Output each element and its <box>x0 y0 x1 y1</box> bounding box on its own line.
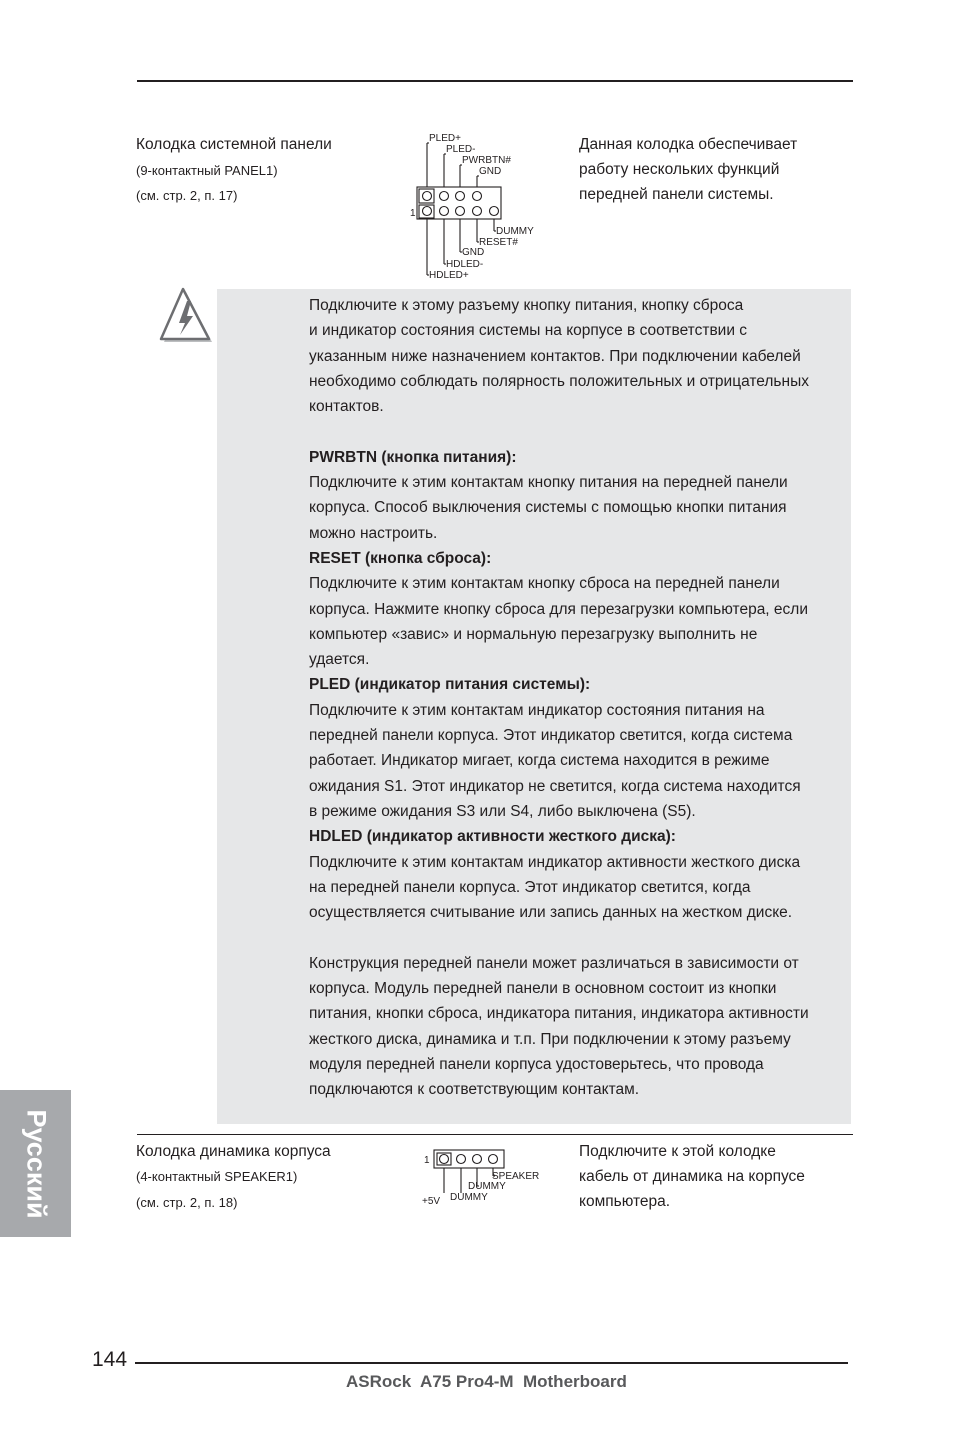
label-pled-minus: PLED- <box>446 144 476 155</box>
pwrbtn-heading: PWRBTN (кнопка питания): <box>309 448 517 466</box>
label-dummy: DUMMY <box>496 226 534 237</box>
label-plus5v: +5V <box>422 1196 441 1207</box>
speaker-header-description: Подключите к этой колодке кабель от динамика на корпусе компьютера. <box>579 1143 805 1210</box>
notice-text: Подключите к этому разъему кнопку питания, кнопку сброса и индикатор состояния системы на корпусе в соответствии с указанным ниже назначением контактов. При подключении кабелей необходимо соблюдать полярность положительных и отрицательных контактов. PWRBTN (кнопка питания): Подключите к этим контактам кнопку питания на передней панели корпуса. Способ выключения системы с помощью кнопки питания можно настроить. RESET (кнопка сброса): Подключите к этим контактам кнопку сброса на передней панели корпуса. Нажмите кнопку сброса для перезагрузки компьютера, если компьютер «завис» и нормальную перезагрузку выполнить не удается. PLED (индикатор питания системы): Подключите к этим контактам индикатор состояния питания на передней панели корпуса. Этот индикатор светится, когда система работает. Индикатор мигает, когда система находится в режиме ожидания S1. Этот индикатор не светится, когда система находится в режиме ожидания S3 или S4, либо выключена (S5). HDLED (индикатор активности жесткого диска): Подключите к этим контактам индикатор активности жесткого диска на передней панели корпуса. Этот индикатор светится, когда осуществляется считывание или запись данных на жестком диске. Конструкция передней панели может различаться в зависимости от корпуса. Модуль передней панели в основном состоит из кнопки питания, кнопки сброса, индикатора питания, индикатора активности жесткого диска, динамика и т.п. При подключении к этому разъему модуля передней панели корпуса удостоверьтесь, что провода подключаются к соответствующим контактам. <box>309 293 854 1103</box>
speaker-header-title: Колодка динамика корпуса <box>136 1143 331 1160</box>
reset-heading: RESET (кнопка сброса): <box>309 549 492 567</box>
label-gnd-bottom: GND <box>462 247 485 258</box>
speaker1-pin-one: 1 <box>424 1155 430 1166</box>
label-speaker-dummy-upper: DUMMY <box>468 1181 506 1192</box>
label-hdled-plus: HDLED+ <box>429 270 469 281</box>
top-rule <box>137 80 853 82</box>
panel1-pin-one: 1 <box>410 208 416 219</box>
speaker-header-pins: (4-контактный SPEAKER1) <box>136 1169 298 1184</box>
label-speaker-dummy-lower: DUMMY <box>450 1192 488 1203</box>
panel-header-pins: (9-контактный PANEL1) <box>136 163 278 178</box>
hdled-heading: HDLED (индикатор активности жесткого диска): <box>309 828 676 846</box>
speaker1-pin-diagram <box>418 1145 548 1207</box>
panel-header-description: Данная колодка обеспечивает работу нескольких функций передней панели системы. <box>579 136 798 203</box>
language-side-tab-label: Русский <box>21 1108 51 1219</box>
label-reset: RESET# <box>479 237 518 248</box>
label-pled-plus: PLED+ <box>429 133 461 144</box>
panel-header-ref: (см. стр. 2, п. 17) <box>136 188 238 203</box>
speaker-section-rule <box>137 1134 853 1135</box>
speaker-header-ref: (см. стр. 2, п. 18) <box>136 1195 238 1210</box>
label-gnd-top: GND <box>479 166 502 177</box>
label-speaker: SPEAKER <box>492 1171 540 1182</box>
footer-rule <box>135 1362 848 1364</box>
panel-header-title: Колодка системной панели <box>136 136 332 153</box>
warning-triangle-icon <box>158 286 220 346</box>
language-side-tab <box>0 1090 71 1237</box>
panel1-pin-diagram <box>405 130 545 282</box>
pled-heading: PLED (индикатор питания системы): <box>309 676 591 694</box>
footer-product-name: ASRock A75 Pro4-M Motherboard <box>346 1372 627 1391</box>
label-pwrbtn: PWRBTN# <box>462 155 511 166</box>
page-number: 144 <box>92 1348 128 1371</box>
label-hdled-minus: HDLED- <box>446 259 484 270</box>
